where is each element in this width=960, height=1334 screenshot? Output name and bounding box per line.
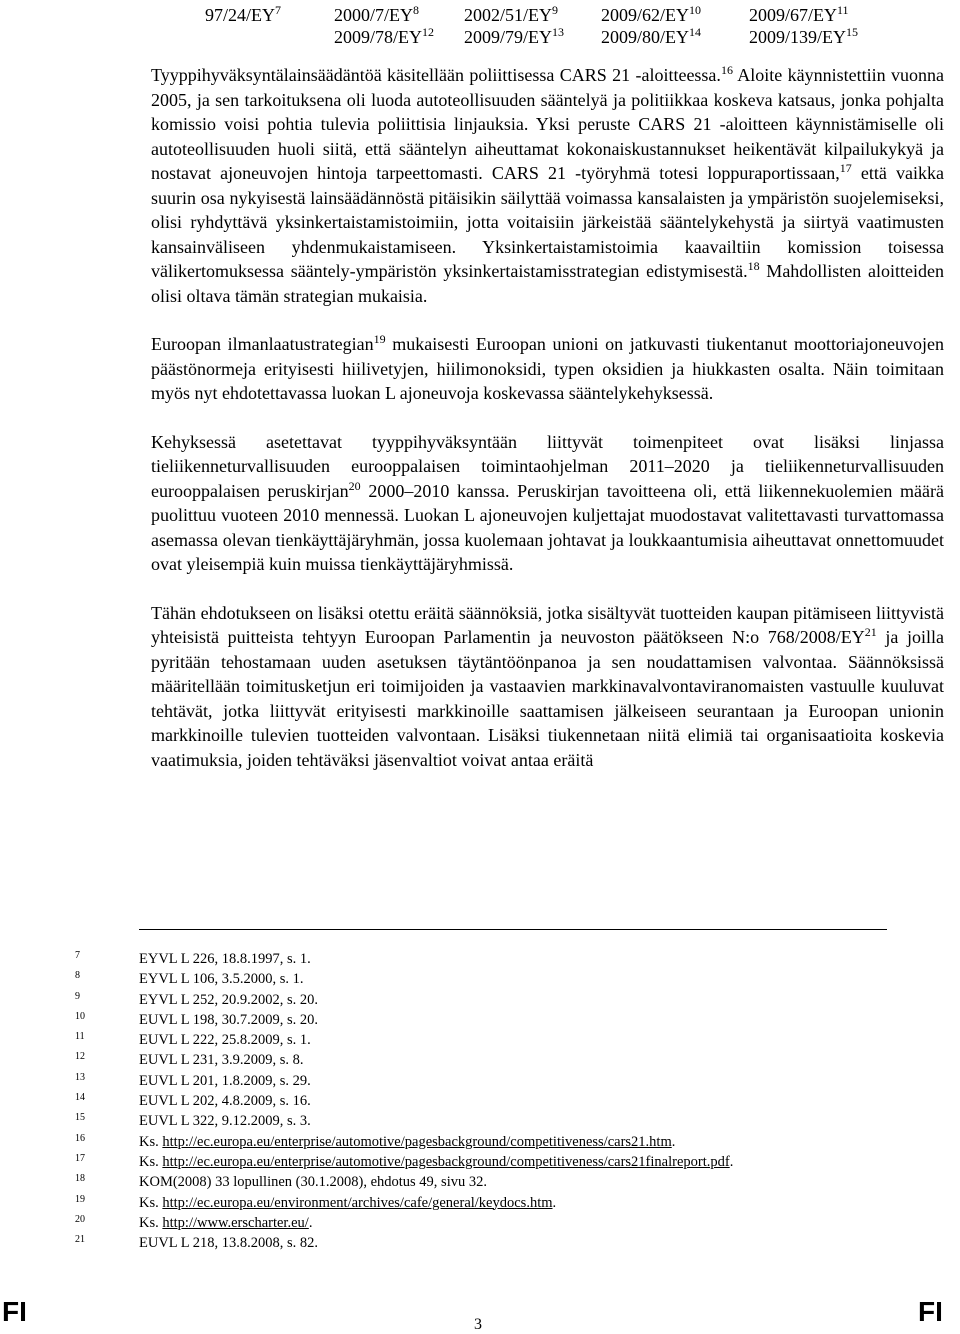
page-number: 3 <box>474 1316 482 1333</box>
header-ref-2 <box>334 4 434 48</box>
ref-text: 2009/80/EY <box>601 27 689 47</box>
footnote-text: EUVL L 202, 4.8.2009, s. 16. <box>139 1093 311 1110</box>
footnote <box>75 1233 935 1253</box>
footnote-text <box>139 1132 935 1152</box>
paragraph-market-surveillance <box>151 601 944 773</box>
ref-sup: 14 <box>689 25 701 39</box>
footnote <box>75 1010 935 1030</box>
footnote-ref[interactable]: 19 <box>373 332 386 346</box>
footnote-link[interactable]: http://ec.europa.eu/enterprise/automotive/pagesbackground/competitiveness/cars21.htm <box>162 1133 672 1150</box>
footnote-text: EUVL L 231, 3.9.2009, s. 8. <box>139 1052 304 1069</box>
paragraph-text: Euroopan ilmanlaatustrategian <box>151 334 374 354</box>
paragraph-text: Tyyppihyväksyntälainsäädäntöä käsitellään poliittisessa CARS 21 -aloitteessa. <box>151 65 721 85</box>
footnote-number: 20 <box>75 1213 85 1225</box>
paragraph-text: Tähän ehdotukseen on lisäksi otettu eräitä säännöksiä, jotka sisältyvät tuotteiden kaupan pitämiseen liittyvistä yhteisistä puitteista tehtyyn Euroopan Parlamentin ja neuvoston päätökseen N:o 768/2008/EY <box>151 602 944 647</box>
footnote <box>75 1030 935 1050</box>
footnote-link[interactable]: http://ec.europa.eu/environment/archives/cafe/general/keydocs.htm <box>162 1194 553 1211</box>
paragraph-text: Kehyksessä asetettavat tyyppihyväksyntään liittyvät toimenpiteet ovat lisäksi linjassa tieliikenneturvallisuuden eurooppalaisen toimintaohjelman 2011–2020 ja tieliikenneturvallisuuden eurooppalaisen peruskirjan <box>151 431 944 501</box>
ref-sup: 10 <box>689 3 701 17</box>
footnote-number: 8 <box>75 970 80 982</box>
footnote-suffix: . <box>552 1194 557 1211</box>
footnote-text: EYVL L 106, 3.5.2000, s. 1. <box>139 971 304 988</box>
footnote-number: 10 <box>75 1010 85 1022</box>
body-text <box>151 63 944 772</box>
footnote <box>75 990 935 1010</box>
footnote-suffix: . <box>671 1133 676 1150</box>
paragraph-text: ja joilla pyritään tehostamaan uuden asetuksen täytäntöönpanoa ja sen noudattamisen valvontaa. Säännöksissä määritellään toimitusketjun eri toimijoiden ja vastaavien markkinavalvontaviranomaisten vastuulle kuuluvat tehtävät, jotka liittyvät erityisesti markkinoille saattamisen jälkeiseen seurantaan ja Euroopan unionin markkinoille tulevien tuotteiden valvontaan. Lisäksi tiukennetaan niitä elimiä tai organisaatioita koskevia vaatimuksia, joiden tehtäväksi jäsenvaltiot voivat antaa eräitä <box>151 627 945 770</box>
footnote-number: 17 <box>75 1152 85 1164</box>
ref-text: 2009/62/EY <box>601 5 689 25</box>
footnote-number: 15 <box>75 1112 85 1124</box>
ref-text: 2009/139/EY <box>749 27 846 47</box>
footnote <box>75 949 935 969</box>
header-ref-3 <box>464 4 564 48</box>
ref-text: 2009/79/EY <box>464 27 552 47</box>
paragraph-text: että vaikka suurin osa nykyisestä lainsäädännöstä pitäisikin säilyttää voimassa kansalaisten ja ympäristön suojelemiseksi, olisi ryhdyttävä yksinkertaistamistoimiin, jotta voitaisiin järkeistää sääntelykehystä ja siirtyä vaatimusten kansainväliseen yhdenmukaistamiseen. Yksinkertaistamistoimia kaavailtiin komission toisessa välikertomuksessa sääntely-ympäristön yksinkertaistamisstrategian edistymisestä. <box>151 163 944 281</box>
footnote-prefix: Ks. <box>139 1153 163 1170</box>
footnote-link[interactable]: http://www.erscharter.eu/ <box>162 1214 309 1231</box>
footnote-text: KOM(2008) 33 lopullinen (30.1.2008), ehdotus 49, sivu 32. <box>139 1174 487 1191</box>
footnote-ref[interactable]: 18 <box>747 259 760 273</box>
footnote-prefix: Ks. <box>139 1214 163 1231</box>
paragraph-text: Mahdollisten aloitteiden olisi oltava tämän strategian mukaisia. <box>151 261 945 306</box>
paragraph-text: 2000–2010 kanssa. Peruskirjan tavoitteena oli, että liikennekuolemien määrä puolittuu vuoteen 2010 mennessä. Luokan L ajoneuvojen kuljettajat muodostavat valitettavasti turvattomassa asemassa olevan tienkäyttäjäryhmän, jossa kuolemaan johtavat ja loukkaantumisia aiheuttavat onnettomuudet ovat yleisempiä kuin muissa tienkäyttäjäryhmissä. <box>151 480 944 574</box>
footnote-text: EUVL L 198, 30.7.2009, s. 20. <box>139 1011 318 1028</box>
footnote-prefix: Ks. <box>139 1194 163 1211</box>
footnote-text: EUVL L 222, 25.8.2009, s. 1. <box>139 1032 311 1049</box>
footnote-text: EYVL L 226, 18.8.1997, s. 1. <box>139 951 311 967</box>
footnote-text: EUVL L 218, 13.8.2008, s. 82. <box>139 1235 318 1252</box>
footnote-prefix: Ks. <box>139 1133 163 1150</box>
ref-text: 97/24/EY <box>205 5 275 25</box>
paragraph-air-quality <box>151 332 944 406</box>
paragraph-road-safety <box>151 430 944 577</box>
footnote-text: EUVL L 201, 1.8.2009, s. 29. <box>139 1072 311 1089</box>
footnote <box>75 969 935 989</box>
footnotes <box>75 949 935 1253</box>
footnote <box>75 1111 935 1131</box>
footnote-ref[interactable]: 20 <box>348 478 361 493</box>
ref-text: 2009/67/EY <box>749 5 837 25</box>
ref-text: 2000/7/EY <box>334 5 413 25</box>
header-ref-5 <box>749 4 858 48</box>
footnote-ref[interactable]: 16 <box>720 63 733 77</box>
footnote-ref[interactable]: 17 <box>839 161 852 175</box>
footnote-number: 12 <box>75 1051 85 1063</box>
language-code-right: FI <box>918 1296 943 1327</box>
ref-sup: 12 <box>422 25 434 39</box>
footnote <box>75 1132 935 1152</box>
paragraph-text: mukaisesti Euroopan unioni on jatkuvasti tiukentanut moottoriajoneuvojen päästönormeja erityisesti hiilivetyjen, hiilimonoksidi, typen oksidien ja hiukkasten osalta. Näin toimitaan myös nyt ehdotettavassa luokan L ajoneuvoja koskevassa sääntelykehyksessä. <box>151 334 944 403</box>
language-code-left: FI <box>2 1296 27 1327</box>
footnote-number: 11 <box>75 1031 85 1043</box>
ref-sup: 13 <box>552 25 564 39</box>
ref-sup: 15 <box>846 25 858 39</box>
footnote-number: 16 <box>75 1132 85 1144</box>
footnote <box>75 1213 935 1233</box>
footnote-number: 13 <box>75 1071 85 1083</box>
footnote-text <box>139 1193 935 1213</box>
header-ref-4 <box>601 4 701 48</box>
ref-text: 2002/51/EY <box>464 5 552 25</box>
ref-text: 2009/78/EY <box>334 27 422 47</box>
footnote-number: 7 <box>75 950 80 961</box>
paragraph-cars21 <box>151 63 944 308</box>
footnote <box>75 1050 935 1070</box>
footnote-ref[interactable]: 21 <box>864 625 877 639</box>
ref-sup: 7 <box>275 3 281 17</box>
footnote-separator <box>139 929 887 930</box>
footnote <box>75 1071 935 1091</box>
footnote-text: EYVL L 252, 20.9.2002, s. 20. <box>139 991 318 1008</box>
footnote <box>75 1193 935 1213</box>
footnote-number: 21 <box>75 1234 85 1246</box>
footnote-number: 9 <box>75 990 80 1002</box>
footnote-number: 19 <box>75 1193 85 1205</box>
footnote <box>75 1152 935 1172</box>
footnote-text <box>139 1152 935 1172</box>
footnote-suffix: . <box>729 1153 734 1170</box>
footnote-number: 14 <box>75 1092 85 1104</box>
footnote-text: EUVL L 322, 9.12.2009, s. 3. <box>139 1113 311 1130</box>
ref-sup: 11 <box>837 3 849 17</box>
paragraph-text: Aloite käynnistettiin vuonna 2005, ja sen tarkoituksena oli luoda autoteollisuuden sääntelyä ja politiikkaa koskeva katsaus, jonka pohjalta komissio voisi pohtia tulevia poliittisia linjauksia. Yksi peruste CARS 21 -aloitteen käynnistämiselle oli autoteollisuuden huoli siitä, että sääntelyn aiheuttamat kokonaiskustannukset heikentävät kilpailukykyä ja nostavat ajoneuvojen hintoja tarpeettomasti. CARS 21 -työryhmä totesi loppuraportissaan, <box>151 65 944 183</box>
footnote <box>75 1172 935 1192</box>
header-ref-1 <box>205 4 281 26</box>
ref-sup: 8 <box>413 3 419 17</box>
footnote-link[interactable]: http://ec.europa.eu/enterprise/automotive/pagesbackground/competitiveness/cars21finalreport.pdf <box>162 1153 730 1170</box>
footnote <box>75 1091 935 1111</box>
footnote-number: 18 <box>75 1173 85 1185</box>
footnote-suffix: . <box>308 1214 313 1231</box>
footnote-text <box>139 1213 935 1233</box>
ref-sup: 9 <box>552 3 558 17</box>
